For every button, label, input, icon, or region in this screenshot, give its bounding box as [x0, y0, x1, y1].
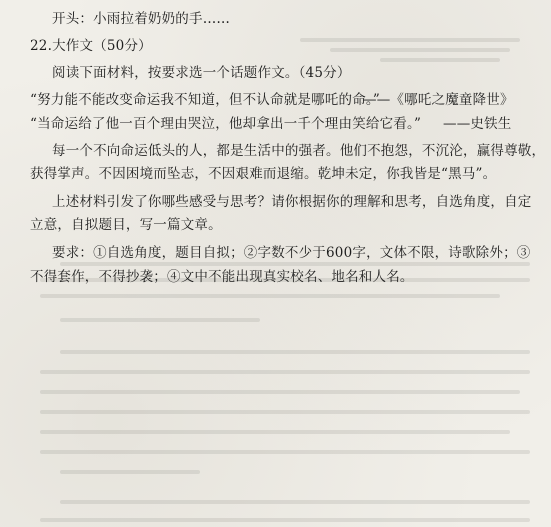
requirements-line-1: 要求：①自选角度，题目自拟；②字数不少于600字，文体不限，诗歌除外；③ — [52, 245, 531, 261]
instruction-line: 阅读下面材料，按要求选一个话题作文。（45分） — [52, 65, 351, 81]
requirements-line-2: 不得套作，不得抄袭；④文中不能出现真实校名、地名和人名。 — [30, 269, 414, 285]
opening-line: 开头：小雨拉着奶奶的手…… — [52, 11, 231, 27]
quote-shi-tiesheng-source: ——史铁生 — [443, 116, 512, 132]
material-line-2: 获得掌声。不因困境而坠志，不因艰难而退缩。乾坤未定，你我皆是“黑马”。 — [30, 166, 497, 182]
quote-nezha-source: ——《哪吒之魔童降世》 — [363, 92, 514, 108]
quote-nezha: “努力能不能改变命运我不知道，但不认命就是哪吒的命。” — [30, 92, 380, 108]
material-line-1: 每一个不向命运低头的人，都是生活中的强者。他们不抱怨，不沉沦，赢得尊敬， — [52, 143, 546, 159]
prompt-line-1: 上述材料引发了你哪些感受与思考？请你根据你的理解和思考，自选角度，自定 — [52, 194, 532, 210]
prompt-line-2: 立意，自拟题目，写一篇文章。 — [30, 217, 222, 233]
quote-shi-tiesheng: “当命运给了他一百个理由哭泣，他却拿出一千个理由笑给它看。” — [30, 116, 422, 132]
question-heading: 22.大作文（50分） — [30, 38, 152, 54]
